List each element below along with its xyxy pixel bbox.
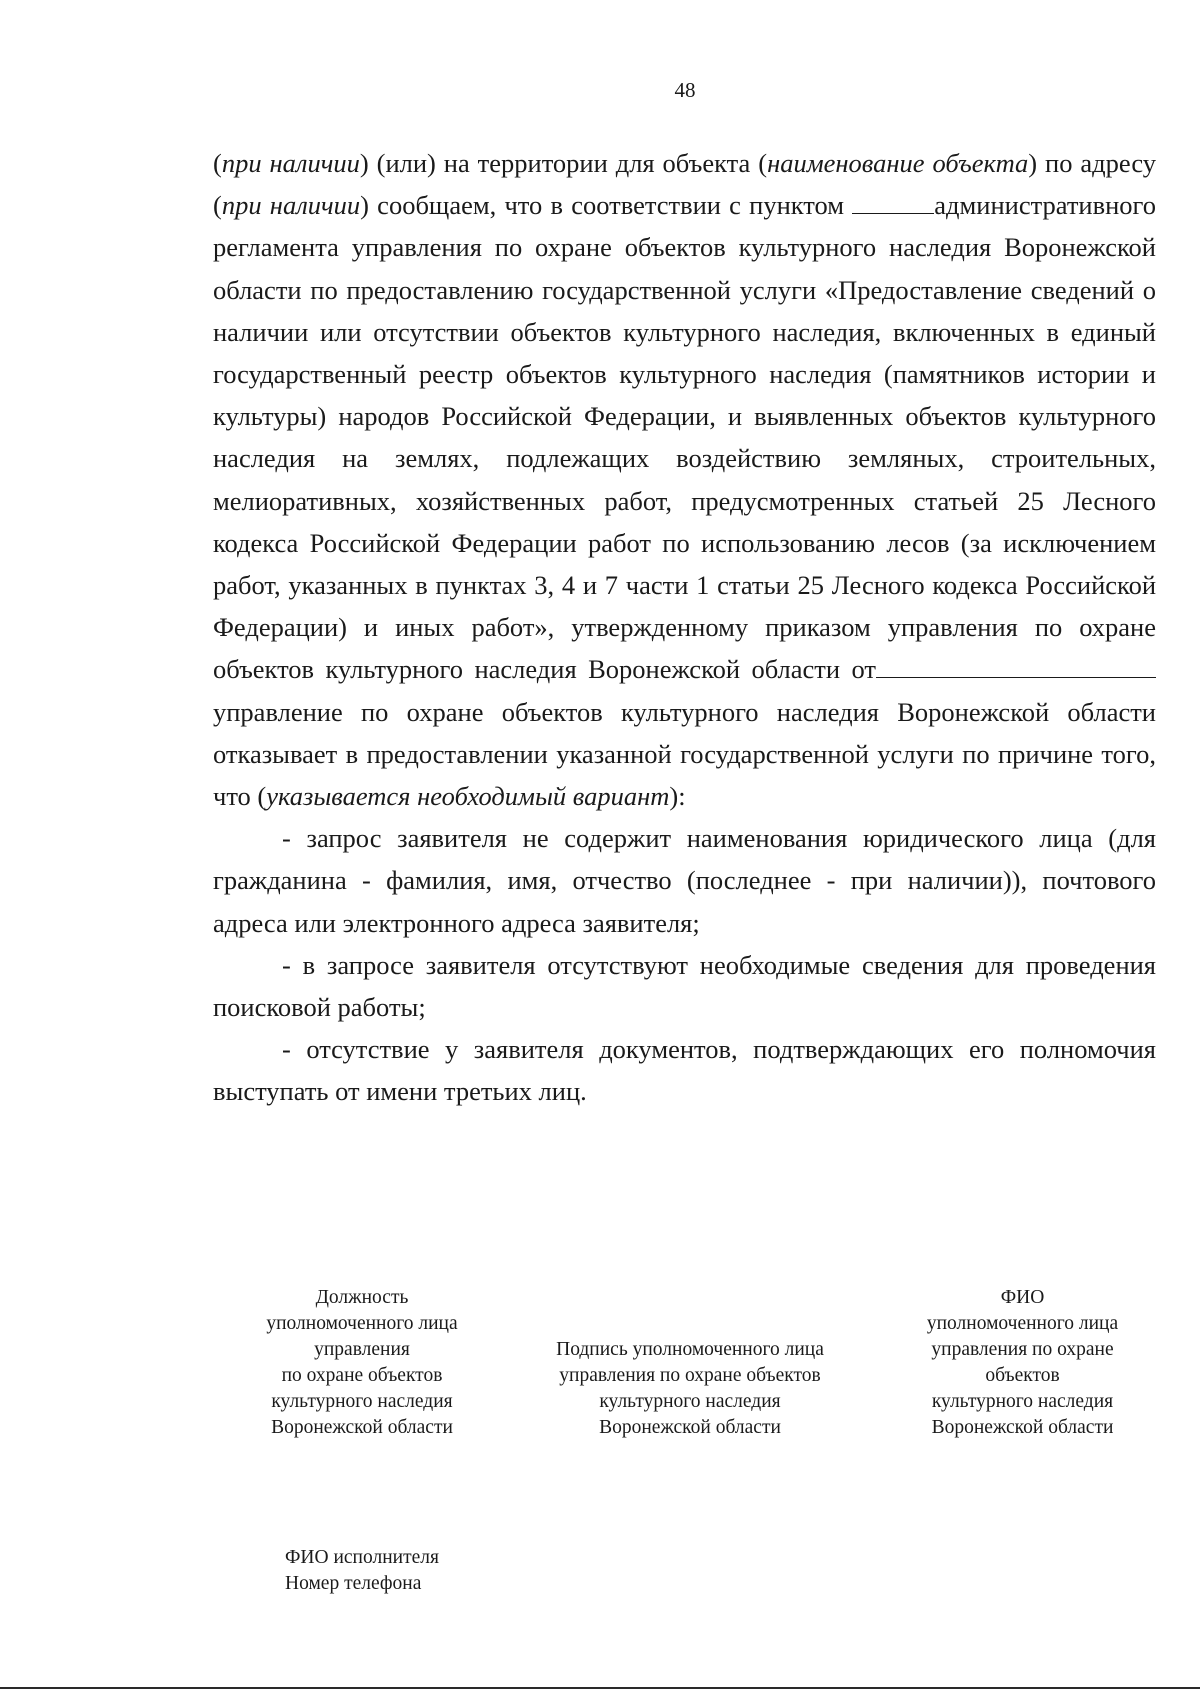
signature-name-line: объектов [985,1365,1060,1386]
paragraph-text: административного регламента управления по охране объектов культурного наследия Воронежской области по предоставлению государственной услуги «Предоставление сведений о наличии или отсутствии объектов культурного наследия, включенных в единый государственный реестр объектов культурного наследия (памятников истории и культуры) народов Российской Федерации, и выявленных объектов культурного наследия на землях, подлежащих воздействию земляных, строительных, мелиоративных, хозяйственных работ, предусмотренных статьей 25 Лесного кодекса Российской Федерации работ по использованию лесов (за исключением работ, указанных в пунктах 3, 4 и 7 части 1 статьи 25 Лесного кодекса Российской Федерации) и иных работ», утвержденному приказом управления по охране объектов культурного наследия Воронежской области от [213,190,1156,685]
paragraph-text: - запрос заявителя не содержит наименования юридического лица (для гражданина - фамилия, имя, отчество (последнее - при наличии)), почтового адреса или электронного адреса заявителя; [213,823,1156,938]
signature-position-line: Должность [315,1287,409,1308]
paragraph-text: - отсутствие у заявителя документов, подтверждающих его полномочия выступать от имени третьих лиц. [213,1034,1156,1107]
signature-sign-line: Подпись уполномоченного лица [556,1339,824,1360]
paragraph-text: ) сообщаем, что в соответствии с пунктом [360,190,853,221]
signature-name-line: Воронежской области [931,1417,1114,1438]
signature-sign-line: Воронежской области [599,1417,781,1438]
page-number: 48 [674,78,696,102]
fill-in-blank [852,191,934,214]
fill-in-blank [876,655,1156,678]
body-paragraph [213,817,1156,944]
body-paragraph [213,142,1156,817]
signature-name-line: ФИО [1000,1287,1045,1308]
body-paragraph [213,944,1156,1028]
italic-text: наименование объекта [767,148,1029,178]
signature-position-line: уполномоченного лица [266,1313,458,1334]
signature-name-line: культурного наследия [931,1391,1114,1412]
signature-position-block [232,1285,492,1441]
signature-name-block [890,1285,1155,1441]
italic-text: при наличии [221,148,360,178]
signature-sign-line: управления по охране объектов [559,1365,821,1386]
executor-block [285,1545,439,1597]
signature-position-line: по охране объектов [281,1365,443,1386]
paragraph-text: ( [213,148,222,178]
italic-text: указывается необходимый вариант [266,781,670,812]
signature-position-line: Воронежской области [271,1417,453,1438]
paragraph-text: - в запросе заявителя отсутствуют необходимые сведения для проведения поисковой работы; [213,949,1156,1023]
page-bottom-divider [0,1687,1200,1689]
body-paragraph [213,1028,1156,1112]
signature-name-line: уполномоченного лица [926,1313,1119,1334]
signature-position-line: культурного наследия [271,1391,453,1412]
paragraph-text: ) по адресу ( [213,148,1157,221]
executor-name-label: ФИО исполнителя [285,1547,439,1568]
signature-sign-block [530,1337,850,1441]
executor-phone-label: Номер телефона [285,1573,422,1594]
signature-position-line: управления [314,1339,410,1360]
paragraph-text: ) (или) на территории для объекта ( [359,148,768,178]
italic-text: при наличии [221,190,361,221]
paragraph-text: ): [669,781,686,812]
signature-sign-line: культурного наследия [599,1391,781,1412]
signature-name-line: управления по охране [931,1339,1114,1360]
paragraph-text: управление по охране объектов культурного наследия Воронежской области отказывает в предоставлении указанной государственной услуги по причине того, что ( [213,696,1156,812]
document-body [213,142,1156,1113]
